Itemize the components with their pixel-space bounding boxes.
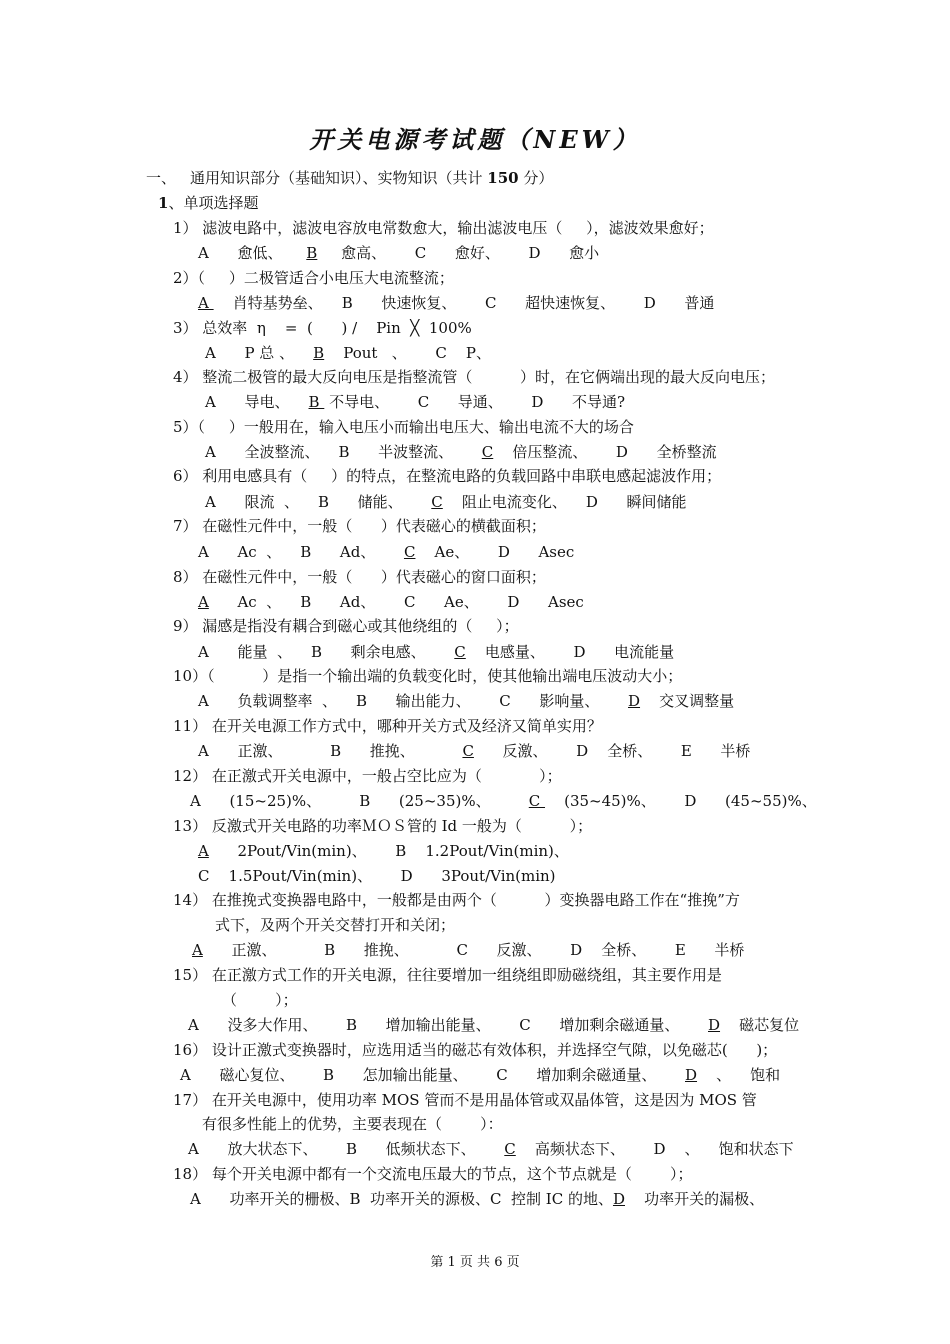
- question-line: [205, 442, 717, 462]
- question-line: [188, 1015, 799, 1035]
- question-line: [173, 890, 740, 910]
- question-line: [190, 1189, 764, 1209]
- question-line: [198, 866, 556, 886]
- answer-mark: C: [462, 742, 474, 760]
- line-text-rest: 阻止电流变化、 D 瞬间储能: [442, 493, 687, 511]
- line-text-rest: 磁芯复位: [720, 1016, 800, 1034]
- question-line: [198, 542, 574, 562]
- question-line: [173, 616, 519, 636]
- line-text: 6） 利用电感具有（ ）的特点，在整流电路的负载回路中串联电感起滤波作用；: [173, 467, 722, 485]
- answer-mark: C: [454, 643, 466, 661]
- question-line: [198, 741, 750, 761]
- line-text: 10）（ ）是指一个输出端的负载变化时，使其他输出端电压波动大小；: [173, 667, 683, 685]
- answer-mark: D: [612, 1190, 625, 1208]
- line-text-rest: Pout 、 C P、: [324, 344, 492, 362]
- question-line: [173, 417, 634, 437]
- question-line: [215, 915, 455, 935]
- question-line: [173, 666, 682, 686]
- answer-mark: D: [628, 692, 641, 710]
- line-text: 有很多性能上的优势，主要表现在（ ）：: [202, 1115, 503, 1133]
- question-line: [173, 318, 472, 338]
- line-text-rest: 反激、 D 全桥、 E 半桥: [473, 742, 751, 760]
- line-text-rest: Ae、 D Asec: [415, 543, 575, 561]
- line-text: （ ）；: [222, 991, 298, 1009]
- question-line: [173, 1040, 777, 1060]
- line-text: A 放大状态下、 B 低频状态下、: [188, 1140, 505, 1158]
- question-line: [173, 816, 592, 836]
- question-line: [198, 592, 584, 612]
- question-line: [188, 1139, 794, 1159]
- question-line: [173, 766, 562, 786]
- line-text: 16） 设计正激式变换器时，应选用适当的磁芯有效体积，并选择空气隙，以免磁芯( )；: [173, 1041, 778, 1059]
- line-text: A 能量 、 B 剩余电感、: [198, 643, 455, 661]
- line-text-rest: 不导电、 C 导通、 D 不导通?: [324, 393, 626, 411]
- line-text: 11） 在开关电源工作方式中，哪种开关方式及经济又简单实用？: [173, 717, 602, 735]
- line-text: A 负载调整率 、 B 输出能力、 C 影响量、: [198, 692, 628, 710]
- line-text: 17） 在开关电源中，使用功率 MOS 管而不是用晶体管或双晶体管，这是因为 MOS 管: [173, 1091, 757, 1109]
- line-text: 式下，及两个开关交替打开和关闭；: [215, 916, 456, 934]
- question-line: [198, 293, 714, 313]
- question-line: [173, 218, 714, 238]
- subsection-number: 1: [158, 194, 169, 212]
- line-text-rest: 倍压整流、 D 全桥整流: [493, 443, 717, 461]
- line-text: 4） 整流二极管的最大反向电压是指整流管（ ）时，在它俩端出现的最大反向电压；: [173, 368, 775, 386]
- line-text: 1） 滤波电路中，滤波电容放电常数愈大，输出滤波电压（ ），滤波效果愈好；: [173, 219, 714, 237]
- line-text: A Ac 、 B Ad、: [198, 543, 404, 561]
- question-line: [205, 343, 491, 363]
- section-score: 150: [487, 169, 519, 187]
- line-text: 3） 总效率 η = ( ) / Pin ╳ 100%: [173, 319, 472, 337]
- question-line: [173, 567, 546, 587]
- question-line: [205, 392, 625, 412]
- line-text: A 磁心复位、 B 怎加输出能量、 C 增加剩余磁通量、: [180, 1066, 685, 1084]
- line-text-rest: (35~45)%、 D (45~55)%、: [545, 792, 817, 810]
- subsection-text: 、单项选择题: [168, 194, 259, 212]
- line-text: A 导电、: [205, 393, 309, 411]
- line-text: 15） 在正激方式工作的开关电源，往往要增加一组绕组即励磁绕组，其主要作用是: [173, 966, 722, 984]
- line-text: A 没多大作用、 B 增加输出能量、 C 增加剩余磁通量、: [188, 1016, 708, 1034]
- question-line: [198, 243, 599, 263]
- section-heading: [146, 168, 553, 188]
- answer-mark: A: [198, 842, 209, 860]
- answer-mark: D: [708, 1016, 721, 1034]
- line-text: C 1.5Pout/Vin(min)、 D 3Pout/Vin(min): [198, 867, 556, 885]
- answer-mark: C: [431, 493, 443, 511]
- question-line: [173, 716, 602, 736]
- line-text: A P 总 、: [205, 344, 314, 362]
- question-line: [198, 642, 674, 662]
- line-text: 9） 漏感是指没有耦合到磁心或其他绕组的（ ）；: [173, 617, 519, 635]
- answer-mark: A: [192, 941, 203, 959]
- line-text: 7） 在磁性元件中，一般（ ）代表磁心的横截面积；: [173, 517, 546, 535]
- line-text: A (15~25)%、 B (25~35)%、: [190, 792, 529, 810]
- answer-mark: A: [198, 593, 209, 611]
- line-text: A 功率开关的栅极、B 功率开关的源极、C 控制 IC 的地、: [190, 1190, 613, 1208]
- line-text-rest: 愈高、 C 愈好、 D 愈小: [317, 244, 600, 262]
- answer-mark: C: [403, 543, 416, 561]
- answer-mark: B: [306, 244, 318, 262]
- line-text: A 正激、 B 推挽、: [198, 742, 463, 760]
- line-text-rest: Ac 、 B Ad、 C Ae、 D Asec: [208, 593, 584, 611]
- line-text: A 限流 、 B 储能、: [205, 493, 432, 511]
- question-line: [202, 1114, 503, 1134]
- line-text-rest: 交叉调整量: [640, 692, 735, 710]
- question-line: [198, 691, 734, 711]
- answer-mark: B: [313, 344, 325, 362]
- section-text-end: 分）: [518, 169, 554, 187]
- line-text: 12） 在正激式开关电源中，一般占空比应为（ ）；: [173, 767, 562, 785]
- line-text-rest: 肖特基势垒、 B 快速恢复、 C 超快速恢复、 D 普通: [213, 294, 715, 312]
- answer-mark: B: [308, 393, 325, 411]
- line-text: 8） 在磁性元件中，一般（ ）代表磁心的窗口面积；: [173, 568, 546, 586]
- subsection-heading: [158, 193, 258, 213]
- question-line: [222, 990, 298, 1010]
- line-text: A 全波整流、 B 半波整流、: [205, 443, 482, 461]
- question-line: [180, 1065, 780, 1085]
- answer-mark: D: [685, 1066, 698, 1084]
- answer-mark: C: [528, 792, 546, 810]
- line-text-rest: 正激、 B 推挽、 C 反激、 D 全桥、 E 半桥: [202, 941, 745, 959]
- line-text: 14） 在推挽式变换器电路中，一般都是由两个（ ）变换器电路工作在“推挽”方: [173, 891, 740, 909]
- line-text-rest: 、 饱和: [697, 1066, 781, 1084]
- answer-mark: C: [504, 1140, 516, 1158]
- question-line: [173, 516, 546, 536]
- line-text-rest: 高频状态下、 D 、 饱和状态下: [515, 1140, 794, 1158]
- line-text-rest: 电感量、 D 电流能量: [465, 643, 675, 661]
- section-text: 通用知识部分（基础知识）、实物知识（共计: [190, 169, 488, 187]
- line-text: 18） 每个开关电源中都有一个交流电压最大的节点，这个节点就是（ ）；: [173, 1165, 693, 1183]
- line-text: 2）（ ）二极管适合小电压大电流整流；: [173, 269, 454, 287]
- line-text: 5）（ ）一般用在，输入电压小而输出电压大、输出电流不大的场合: [173, 418, 634, 436]
- line-text: A 愈低、: [198, 244, 307, 262]
- line-text: 13） 反激式开关电路的功率ＭＯＳ管的 Id 一般为（ ）；: [173, 817, 593, 835]
- question-line: [198, 841, 569, 861]
- question-line: [173, 1164, 693, 1184]
- document-title: 开关电源考试题（NEW）: [309, 125, 641, 154]
- question-line: [190, 791, 817, 811]
- question-line: [173, 1090, 757, 1110]
- section-prefix: 一、: [146, 169, 177, 187]
- question-line: [173, 466, 721, 486]
- question-line: [173, 965, 722, 985]
- line-text-rest: 功率开关的漏极、: [625, 1190, 765, 1208]
- line-text-rest: 2Pout/Vin(min)、 B 1.2Pout/Vin(min)、: [208, 842, 569, 860]
- answer-mark: C: [481, 443, 494, 461]
- question-line: [192, 940, 744, 960]
- page-footer: 第 1 页 共 6 页: [430, 1255, 520, 1270]
- question-line: [173, 268, 454, 288]
- question-line: [173, 367, 775, 387]
- answer-mark: A: [198, 294, 214, 312]
- question-line: [205, 492, 687, 512]
